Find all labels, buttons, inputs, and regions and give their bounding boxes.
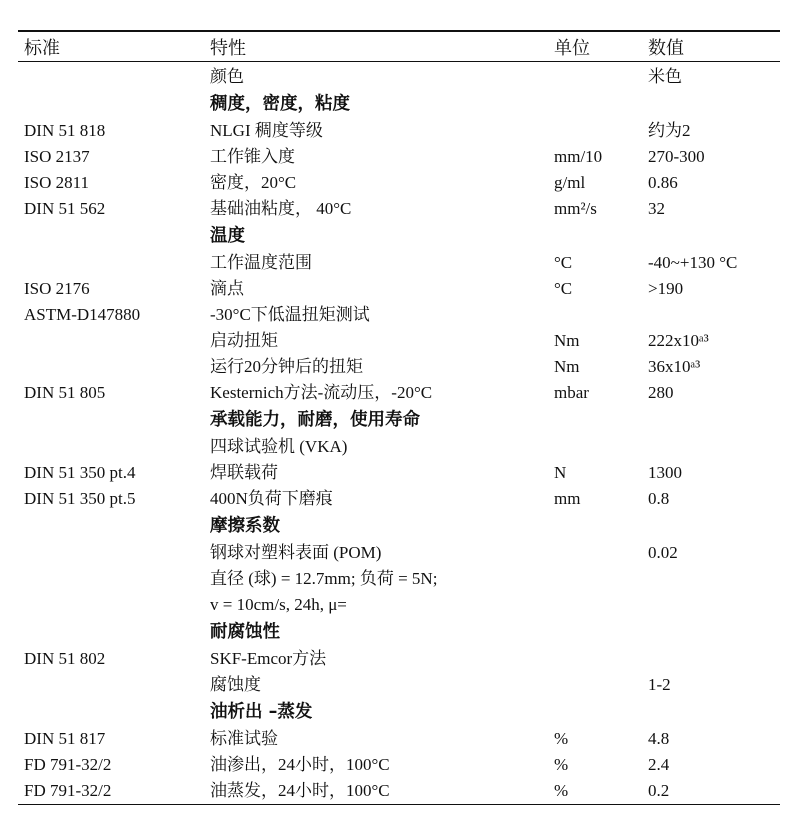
table-row [18, 354, 780, 380]
cell-unit: mm [554, 489, 581, 508]
cell-property: 耐腐蚀性 [210, 622, 280, 642]
cell-unit: mm²/s [554, 199, 597, 218]
cell-unit: % [554, 729, 569, 748]
cell-standard: DIN 51 805 [24, 383, 106, 402]
cell-property: 温度 [210, 226, 245, 246]
cell-standard [18, 540, 204, 566]
cell-unit [548, 62, 642, 91]
cell-property: 密度，20°C [210, 173, 297, 192]
cell-property: NLGI 稠度等级 [210, 121, 323, 140]
cell-property: 油渗出，24小时，100°C [210, 755, 390, 774]
header-row [18, 31, 780, 62]
cell-value [642, 302, 780, 328]
table-row [18, 434, 780, 460]
cell-unit: g/ml [554, 173, 586, 192]
cell-unit [548, 406, 642, 434]
cell-unit [548, 698, 642, 726]
cell-standard: DIN 51 817 [24, 729, 106, 748]
cell-standard: DIN 51 818 [24, 121, 106, 140]
table-row [18, 460, 780, 486]
cell-unit [548, 118, 642, 144]
cell-unit: % [548, 778, 642, 805]
cell-value [642, 592, 780, 618]
table-row [18, 726, 780, 752]
cell-property: 基础油粘度， 40°C [210, 199, 352, 218]
cell-standard [18, 592, 204, 618]
cell-property: 油析出 –蒸发 [210, 702, 313, 722]
cell-value [642, 434, 780, 460]
cell-unit [548, 512, 642, 540]
header-value: 数值 [642, 31, 780, 62]
cell-standard [18, 698, 204, 726]
cell-value: 280 [648, 383, 674, 402]
cell-value [642, 646, 780, 672]
cell-standard [18, 512, 204, 540]
cell-unit: °C [554, 253, 573, 272]
cell-value [642, 566, 780, 592]
cell-value: 2.4 [648, 755, 670, 774]
properties-table [18, 30, 780, 805]
cell-value: -40~+130 °C [648, 253, 738, 272]
header-property: 特性 [204, 31, 548, 62]
cell-unit [548, 672, 642, 698]
table-row [18, 170, 780, 196]
cell-standard [18, 672, 204, 698]
cell-standard [18, 566, 204, 592]
cell-unit: mbar [554, 383, 589, 402]
table-row [18, 752, 780, 778]
cell-property: 钢球对塑料表面 (POM) [210, 543, 382, 562]
cell-unit: % [554, 755, 569, 774]
cell-property: Kesternich方法-流动压，-20°C [210, 383, 433, 402]
cell-unit [548, 222, 642, 250]
cell-property: 四球试验机 (VKA) [210, 437, 348, 456]
cell-value: 米色 [648, 67, 682, 86]
section-row [18, 222, 780, 250]
cell-unit [548, 592, 642, 618]
cell-property: 运行20分钟后的扭矩 [210, 357, 363, 376]
cell-unit: °C [554, 279, 573, 298]
cell-standard [18, 222, 204, 250]
cell-property: -30°C下低温扭矩测试 [210, 305, 370, 324]
cell-standard [18, 90, 204, 118]
cell-unit [548, 618, 642, 646]
header-unit: 单位 [548, 31, 642, 62]
cell-value: 1300 [648, 463, 682, 482]
cell-property: 焊联载荷 [210, 463, 278, 482]
cell-standard: FD 791-32/2 [24, 755, 112, 774]
cell-unit [548, 566, 642, 592]
cell-property: 400N负荷下磨痕 [210, 489, 333, 508]
cell-standard [18, 406, 204, 434]
table-row [18, 62, 780, 91]
cell-standard: DIN 51 350 pt.4 [24, 463, 136, 482]
cell-value [642, 90, 780, 118]
table-row [18, 302, 780, 328]
cell-property: 工作温度范围 [210, 253, 312, 272]
table-row [18, 118, 780, 144]
table-row [18, 486, 780, 512]
cell-unit: mm/10 [554, 147, 603, 166]
cell-standard: ASTM-D147880 [24, 305, 141, 324]
cell-unit: Nm [554, 357, 580, 376]
table-row [18, 380, 780, 406]
cell-property: 稠度，密度，粘度 [210, 94, 350, 114]
cell-value: 1-2 [648, 675, 671, 694]
table-row [18, 592, 780, 618]
cell-standard [18, 434, 204, 460]
cell-standard: ISO 2137 [24, 147, 90, 166]
cell-property: 摩擦系数 [210, 516, 280, 536]
cell-property: 滴点 [210, 279, 244, 298]
cell-standard: DIN 51 350 pt.5 [24, 489, 136, 508]
section-row [18, 698, 780, 726]
cell-value: 222x10ᵃ³ [648, 331, 709, 350]
cell-standard: DIN 51 802 [24, 649, 106, 668]
table-row [18, 276, 780, 302]
cell-property: 承载能力，耐磨，使用寿命 [210, 410, 420, 430]
cell-standard [18, 62, 204, 91]
header-standard: 标准 [18, 31, 204, 62]
section-row [18, 406, 780, 434]
table-row [18, 672, 780, 698]
spec-sheet [18, 30, 780, 805]
cell-standard [18, 354, 204, 380]
cell-standard: ISO 2176 [24, 279, 90, 298]
table-row [18, 646, 780, 672]
cell-property: 工作锥入度 [210, 147, 295, 166]
cell-value: 约为2 [648, 121, 691, 140]
cell-standard: DIN 51 562 [24, 199, 106, 218]
cell-standard [18, 250, 204, 276]
table-row [18, 778, 780, 805]
cell-property: v = 10cm/s, 24h, μ= [210, 595, 347, 614]
cell-property: 直径 (球) = 12.7mm; 负荷 = 5N; [210, 569, 438, 588]
cell-value: 270-300 [648, 147, 705, 166]
cell-standard [18, 328, 204, 354]
cell-unit [548, 434, 642, 460]
cell-property: 腐蚀度 [210, 675, 261, 694]
table-row [18, 540, 780, 566]
cell-property: SKF-Emcor方法 [210, 649, 327, 668]
section-row [18, 512, 780, 540]
cell-value: 0.02 [648, 543, 678, 562]
cell-property: 启动扭矩 [210, 331, 278, 350]
table-row [18, 250, 780, 276]
cell-unit: N [554, 463, 567, 482]
cell-unit [548, 90, 642, 118]
cell-unit: Nm [554, 331, 580, 350]
table-row [18, 566, 780, 592]
cell-standard: ISO 2811 [24, 173, 90, 192]
table-row [18, 144, 780, 170]
cell-property: 标准试验 [210, 729, 278, 748]
cell-value: 0.2 [642, 778, 780, 805]
cell-value [642, 222, 780, 250]
cell-unit [548, 540, 642, 566]
section-row [18, 618, 780, 646]
cell-value [642, 618, 780, 646]
cell-unit [548, 302, 642, 328]
cell-property: 颜色 [210, 67, 244, 86]
cell-value: 0.8 [648, 489, 670, 508]
cell-value: >190 [648, 279, 684, 298]
cell-value [642, 512, 780, 540]
cell-property: 油蒸发，24小时，100°C [204, 778, 548, 805]
cell-standard [18, 618, 204, 646]
cell-value [642, 406, 780, 434]
cell-standard: FD 791-32/2 [18, 778, 204, 805]
cell-value [642, 698, 780, 726]
section-row [18, 90, 780, 118]
cell-value: 0.86 [648, 173, 678, 192]
cell-value: 4.8 [648, 729, 670, 748]
cell-value: 36x10ᵃ³ [648, 357, 701, 376]
cell-unit [548, 646, 642, 672]
cell-value: 32 [648, 199, 665, 218]
table-row [18, 196, 780, 222]
table-row [18, 328, 780, 354]
